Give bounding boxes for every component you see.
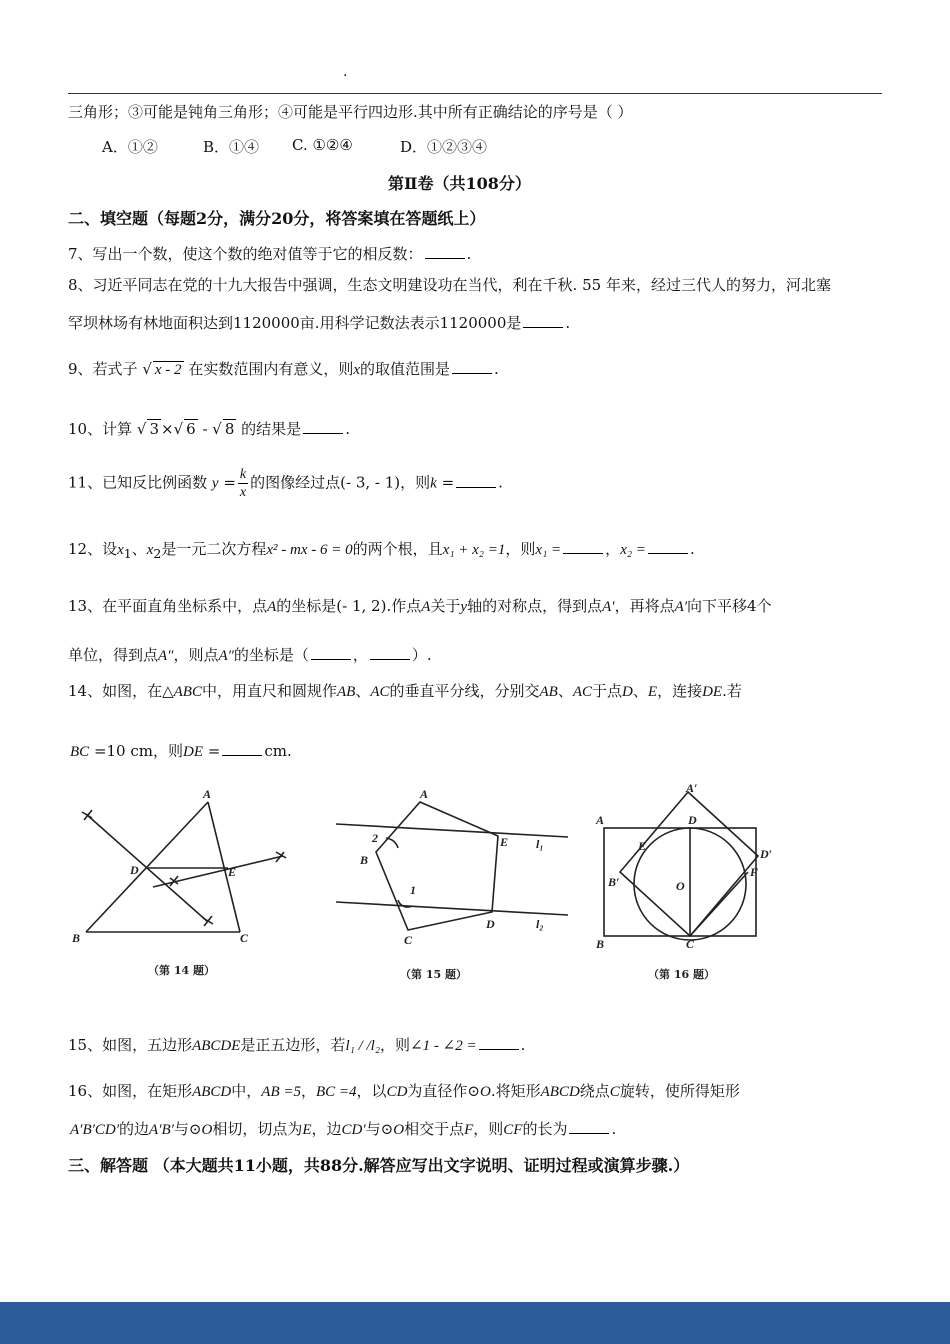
q10-radicand-1: 3	[149, 420, 159, 438]
q13-l1c: .作点	[386, 597, 422, 615]
question-9	[68, 358, 499, 379]
q13-l1g: 向下平移	[687, 597, 748, 615]
q16-l2e: ，边	[311, 1120, 342, 1138]
q14-e: E	[647, 684, 658, 700]
q14-l1c: 的垂直平分线，分别交	[389, 682, 540, 700]
question-12	[68, 538, 695, 561]
q11-numerator: k	[239, 467, 247, 482]
q16-l2f: 与⊙	[365, 1120, 394, 1138]
q16-end: .	[611, 1120, 617, 1138]
part2-title: 第Ⅱ卷（共108分）	[388, 174, 531, 193]
q7-answer-blank[interactable]	[425, 244, 465, 259]
q9-a: 9、若式子	[68, 360, 138, 378]
q11-a: 11、已知反比例函数	[68, 473, 208, 492]
q13-answer-blank-2[interactable]	[370, 645, 410, 660]
q13-sep: ，	[352, 646, 368, 664]
fig16-label-b: B	[596, 937, 605, 951]
q14-answer-blank[interactable]	[222, 741, 262, 756]
q14-ab-2: AB	[539, 684, 558, 700]
fig15-label-e: E	[500, 835, 509, 849]
q9-c: 的取值范围是	[360, 360, 451, 378]
q14-bc-value: =10 cm	[89, 742, 153, 760]
footer-band	[0, 1302, 950, 1344]
q14-l1b: 中，用直尺和圆规作	[201, 682, 337, 700]
q14-end: .	[286, 742, 292, 760]
q16-f: F	[464, 1122, 474, 1138]
q6-option-b: B．①④	[203, 138, 260, 156]
question-15	[68, 1034, 525, 1055]
q6-option-d: D．①②③④	[400, 138, 488, 156]
q11-denominator: x	[239, 485, 247, 500]
fig15-label-d: D	[486, 917, 495, 931]
q13-A-2: A	[421, 599, 431, 615]
q12-answer-blank-1[interactable]	[563, 539, 603, 554]
q9-var: x	[353, 362, 361, 378]
q15-answer-blank[interactable]	[479, 1035, 519, 1050]
q13-y: y	[460, 599, 468, 615]
fig14-caption: （第 14 题）	[148, 964, 215, 977]
q13-l2d: ）.	[411, 646, 432, 664]
q14-ac: AC	[370, 684, 390, 700]
q16-abcd: ABCD	[192, 1084, 232, 1100]
q11-c: ，则	[400, 473, 431, 492]
question-14-line1	[68, 680, 742, 701]
q14-ab: AB	[336, 684, 356, 700]
q11-eq: =	[218, 473, 236, 492]
fig15-caption: （第 15 题）	[400, 968, 467, 981]
q12-a: 12、设	[68, 540, 118, 558]
section3-title: 三、解答题 （本大题共11小题，共88分.解答应写出文字说明、证明过程或演算步骤.）	[68, 1156, 690, 1175]
fig14-label-a: A	[203, 787, 212, 801]
q16-l1f: 绕点	[579, 1082, 610, 1100]
q7-text: 7、写出一个数，使这个数的绝对值等于它的相反数：	[68, 245, 423, 263]
q10-a: 10、计算	[68, 420, 133, 438]
fig16-caption: （第 16 题）	[648, 968, 715, 981]
q16-abcd-2: ABCD	[540, 1084, 580, 1100]
q16-cf: CF	[503, 1122, 523, 1138]
q16-l2d: 相切，切点为	[212, 1120, 303, 1138]
q12-x2: x	[146, 542, 154, 558]
q14-l2c: ，则	[153, 742, 184, 760]
q16-l2h: ，则	[473, 1120, 504, 1138]
q8-answer-blank[interactable]	[523, 313, 563, 328]
q16-c: C	[609, 1084, 620, 1100]
question-10	[68, 418, 350, 439]
q16-l1d: 为直径作⊙	[407, 1082, 480, 1100]
q10-root1: √ 3	[136, 420, 159, 438]
q12-end: .	[689, 540, 695, 558]
q8-line2: 罕坝林场有林地面积达到1120000亩.用科学记数法表示1120000是	[68, 314, 522, 332]
q9-end: .	[494, 360, 499, 378]
q14-l1e: ，连接	[657, 682, 703, 700]
q13-answer-blank-1[interactable]	[311, 645, 351, 660]
q16-o: O	[479, 1084, 491, 1100]
fig16-label-a: A	[596, 813, 605, 827]
q16-cdp: CD′	[341, 1122, 366, 1138]
figure-15	[336, 802, 568, 930]
q13-Aprime-2: A′	[674, 599, 688, 615]
q14-unit: cm	[264, 742, 287, 760]
q16-e: E	[302, 1122, 312, 1138]
q14-de-2: DE	[183, 744, 204, 760]
q11-point: (- 3, - 1)	[340, 473, 401, 492]
q12-e1: x₁ =	[535, 542, 562, 558]
q13-l1a: 13、在平面直角坐标系中，点	[68, 597, 268, 615]
fig14-label-c: C	[240, 931, 249, 945]
q16-answer-blank[interactable]	[569, 1119, 609, 1134]
q16-l2i: 的长为	[522, 1120, 568, 1138]
q14-sep: 、	[355, 682, 371, 700]
q10-minus: -	[197, 420, 213, 438]
q10-root3: √ 8	[212, 420, 235, 438]
fig16-label-f: F	[750, 865, 759, 879]
q16-comma: ，	[300, 1082, 316, 1100]
q9-b: 在实数范围内有意义，则	[188, 360, 354, 378]
fig15-label-l1: l₁	[536, 837, 544, 851]
q15-parallel: l₁ / /l₂	[345, 1038, 381, 1054]
q16-o-3: O	[393, 1122, 405, 1138]
question-13-line2	[68, 644, 432, 665]
q12-comma: ，	[605, 540, 621, 558]
q16-cd: CD	[386, 1084, 408, 1100]
question-7	[68, 243, 471, 264]
q13-point: (- 1, 2)	[336, 597, 387, 615]
q13-l1e: 轴的对称点，得到点	[467, 597, 603, 615]
q10-times: ×	[160, 420, 174, 438]
q8-end: .	[565, 314, 571, 332]
q13-l1h: 个	[756, 597, 772, 615]
fig16-label-bprime: B′	[608, 875, 620, 889]
fig14-label-b: B	[72, 931, 81, 945]
q11-fraction	[238, 466, 248, 501]
q14-l1a: 14、如图，在△	[68, 682, 174, 700]
q7-end: .	[466, 245, 472, 263]
q9-radical: √ x - 2	[142, 360, 182, 378]
q13-l2a: 单位，得到点	[68, 646, 159, 664]
q14-l1d: 于点	[592, 682, 623, 700]
q12-answer-blank-2[interactable]	[648, 539, 688, 554]
q15-abcde: ABCDE	[192, 1038, 241, 1054]
q6-option-a: A．①②	[102, 138, 158, 156]
q12-e2: x₂ =	[620, 542, 646, 558]
q10-b: 的结果是	[241, 420, 302, 438]
q10-radicand-2: 6	[186, 420, 196, 438]
q16-l1e: .将矩形	[490, 1082, 541, 1100]
q12-sep: 、	[131, 540, 147, 558]
fig14-label-d: D	[130, 863, 139, 877]
fig16-label-e: E	[638, 839, 647, 853]
question-16-line2	[70, 1118, 616, 1139]
q13-Adoubleprime-2: A″	[218, 648, 234, 664]
q12-d: ，则	[505, 540, 536, 558]
header-rule	[68, 93, 882, 94]
fig15-label-a: A	[420, 787, 429, 801]
q14-sep-3: 、	[632, 682, 648, 700]
fig15-label-l2: l₂	[536, 917, 544, 931]
q13-l2b: ，则点	[173, 646, 219, 664]
q15-c: ，则	[380, 1036, 411, 1054]
q16-l1b: 中，	[231, 1082, 262, 1100]
q10-end: .	[345, 420, 350, 438]
q16-l2g: 相交于点	[404, 1120, 465, 1138]
q10-root2: √ 6	[173, 420, 196, 438]
q16-l1g: 旋转，使所得矩形	[619, 1082, 740, 1100]
fig16-label-d: D	[688, 813, 697, 827]
question-14-line2	[70, 740, 292, 761]
q15-a: 15、如图，五边形	[68, 1036, 193, 1054]
q9-answer-blank[interactable]	[452, 359, 492, 374]
q14-de: DE	[702, 684, 723, 700]
q16-rect-prime: A′B′CD′	[70, 1122, 120, 1138]
q6-option-c: C. ①②④	[292, 136, 353, 154]
q14-eq: =	[203, 742, 221, 760]
q11-end: .	[498, 473, 503, 492]
q13-four: 4	[747, 597, 757, 615]
section2-title: 二、填空题（每题2分，满分20分，将答案填在答题纸上）	[68, 209, 486, 228]
q15-angle-expr: ∠1 - ∠2 =	[410, 1038, 477, 1054]
q16-bc: BC =4	[316, 1084, 357, 1100]
figures-row	[68, 782, 880, 992]
fig14-label-e: E	[228, 865, 237, 879]
q8-line1: 8、习近平同志在党的十九大报告中强调，生态文明建设功在当代，利在千秋. 55 年来，经过三代人的努力，河北塞	[68, 276, 831, 294]
q13-l1f: ，再将点	[614, 597, 675, 615]
q14-abc: ABC	[173, 684, 202, 700]
q16-l2b: 的边	[119, 1120, 150, 1138]
q13-l2c: 的坐标是（	[233, 646, 309, 664]
q13-l1b: 的坐标是	[276, 597, 337, 615]
q15-b: 是正五边形，若	[240, 1036, 346, 1054]
q13-Aprime: A′	[602, 599, 615, 615]
question-13-line1	[68, 595, 772, 616]
q12-sum: x₁ + x₂ =1	[442, 542, 506, 558]
fig15-label-2: 2	[372, 831, 378, 845]
q16-l2c: 与⊙	[173, 1120, 202, 1138]
q13-Adoubleprime: A″	[158, 648, 174, 664]
q11-b: 的图像经过点	[250, 473, 341, 492]
q16-apbp: A′B′	[149, 1122, 174, 1138]
q16-l1c: ，以	[356, 1082, 387, 1100]
q13-A: A	[267, 599, 277, 615]
q14-ac-2: AC	[572, 684, 593, 700]
q11-k: k	[430, 475, 437, 492]
q11-answer-blank[interactable]	[456, 473, 496, 488]
fig15-label-c: C	[404, 933, 413, 947]
figure-14	[82, 802, 286, 932]
q12-x1-sub: 1	[123, 546, 132, 561]
q11-eq2: =	[436, 473, 455, 492]
q16-l1a: 16、如图，在矩形	[68, 1082, 193, 1100]
question-8-line2	[68, 312, 570, 333]
fig16-label-c: C	[686, 937, 695, 951]
q13-l1d: 关于	[430, 597, 461, 615]
q12-x2-sub: 2	[153, 546, 162, 561]
question-16-line1	[68, 1080, 740, 1101]
fig16-label-dprime: D′	[760, 847, 773, 861]
figure-16	[604, 792, 758, 940]
q14-d: D	[622, 684, 633, 700]
q10-answer-blank[interactable]	[303, 419, 343, 434]
q14-bc: BC	[70, 744, 90, 760]
q10-radicand-3: 8	[224, 420, 235, 438]
question-11	[68, 466, 503, 501]
q14-sep-2: 、	[557, 682, 573, 700]
q11-y: y	[211, 475, 219, 492]
q12-x1: x	[117, 542, 124, 558]
q6-tail-line: 三角形；③可能是钝角三角形；④可能是平行四边形.其中所有正确结论的序号是（ ）	[68, 103, 633, 121]
q16-o-2: O	[201, 1122, 213, 1138]
q12-equation: x² - mx - 6 = 0	[266, 542, 353, 558]
q16-ab: AB =5	[261, 1084, 301, 1100]
fig16-label-aprime: A′	[686, 782, 698, 795]
header-dot: .	[343, 64, 348, 80]
q14-l1f: .若	[722, 682, 742, 700]
q9-radicand: x - 2	[154, 362, 182, 378]
fig15-label-b: B	[360, 853, 369, 867]
q12-b: 是一元二次方程	[161, 540, 267, 558]
fig15-label-1: 1	[410, 883, 416, 897]
q12-c: 的两个根，且	[352, 540, 443, 558]
q15-end: .	[520, 1036, 526, 1054]
fig16-label-o: O	[676, 879, 685, 893]
